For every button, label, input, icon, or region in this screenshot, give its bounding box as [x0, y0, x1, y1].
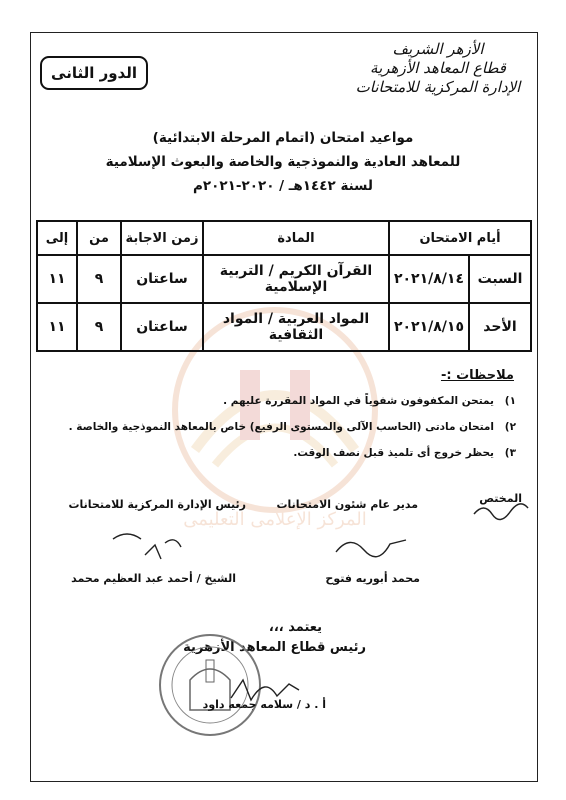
note-item — [56, 395, 516, 421]
row-day: السبت — [469, 255, 531, 303]
approval-label: يعتمد ،،، — [268, 620, 322, 635]
letterhead-line-1: الأزهر الشريف — [392, 40, 484, 58]
director-title: مدير عام شئون الامتحانات — [276, 498, 418, 511]
note-number: ١) — [504, 395, 516, 407]
row-date: ٢٠٢١/٨/١٤ — [389, 255, 469, 303]
note-number: ٣) — [504, 447, 516, 459]
title-line-1: مواعيد امتحان (اتمام المرحلة الابتدائية) — [152, 130, 414, 146]
director-name: محمد أبوريه فتوح — [325, 572, 420, 585]
title-line-2: للمعاهد العادية والنموذجية والخاصة والبعوث الإسلامية — [105, 154, 461, 170]
head-signature — [105, 525, 185, 565]
row-subject: المواد العربية / المواد الثقافية — [203, 303, 389, 351]
director-signature — [330, 530, 410, 560]
notes-list — [56, 395, 516, 473]
header-subject: المادة — [203, 221, 389, 255]
row-day: الأحد — [469, 303, 531, 351]
head-title: رئيس الإدارة المركزية للامتحانات — [68, 498, 246, 511]
row-duration: ساعتان — [121, 255, 203, 303]
table-header-row — [37, 221, 531, 255]
row-to: ١١ — [37, 255, 77, 303]
row-duration: ساعتان — [121, 303, 203, 351]
note-item — [56, 421, 516, 447]
row-from: ٩ — [77, 255, 121, 303]
letterhead — [348, 40, 528, 97]
letterhead-line-2: قطاع المعاهد الأزهرية — [370, 59, 506, 77]
header-to: إلى — [37, 221, 77, 255]
table-row — [37, 255, 531, 303]
notes-title: ملاحظات :- — [440, 368, 514, 383]
page-title — [60, 126, 506, 198]
head-name: الشيخ / أحمد عبد العظيم محمد — [71, 572, 236, 585]
note-item — [56, 447, 516, 473]
row-subject: القرآن الكريم / التربية الإسلامية — [203, 255, 389, 303]
competent-title: المختص — [479, 492, 522, 505]
row-to: ١١ — [37, 303, 77, 351]
round-label: الدور الثانى — [40, 56, 148, 90]
row-date: ٢٠٢١/٨/١٥ — [389, 303, 469, 351]
schedule-table — [36, 220, 532, 352]
chief-title: رئيس قطاع المعاهد الأزهرية — [183, 640, 366, 655]
note-text: يحظر خروج أى تلميذ قبل نصف الوقت. — [293, 447, 494, 459]
note-number: ٢) — [504, 421, 516, 433]
table-row — [37, 303, 531, 351]
watermark-text: المركز الإعلامى التعليمى — [183, 509, 367, 530]
letterhead-line-3: الإدارة المركزية للامتحانات — [355, 78, 521, 96]
competent-signature — [470, 500, 532, 522]
chief-name: أ . د / سلامه جمعه داود — [202, 698, 326, 711]
row-from: ٩ — [77, 303, 121, 351]
header-from: من — [77, 221, 121, 255]
header-duration: زمن الاجابة — [121, 221, 203, 255]
note-text: امتحان مادتى (الحاسب الآلى والمستوى الرفيع) خاص بالمعاهد النموذجية والخاصة . — [68, 421, 494, 433]
note-text: يمتحن المكفوفون شفوياً في المواد المقررة عليهم . — [223, 395, 494, 407]
title-line-3: لسنة ١٤٤٢هـ / ٢٠٢٠-٢٠٢١م — [193, 178, 373, 194]
header-days: أيام الامتحان — [389, 221, 531, 255]
